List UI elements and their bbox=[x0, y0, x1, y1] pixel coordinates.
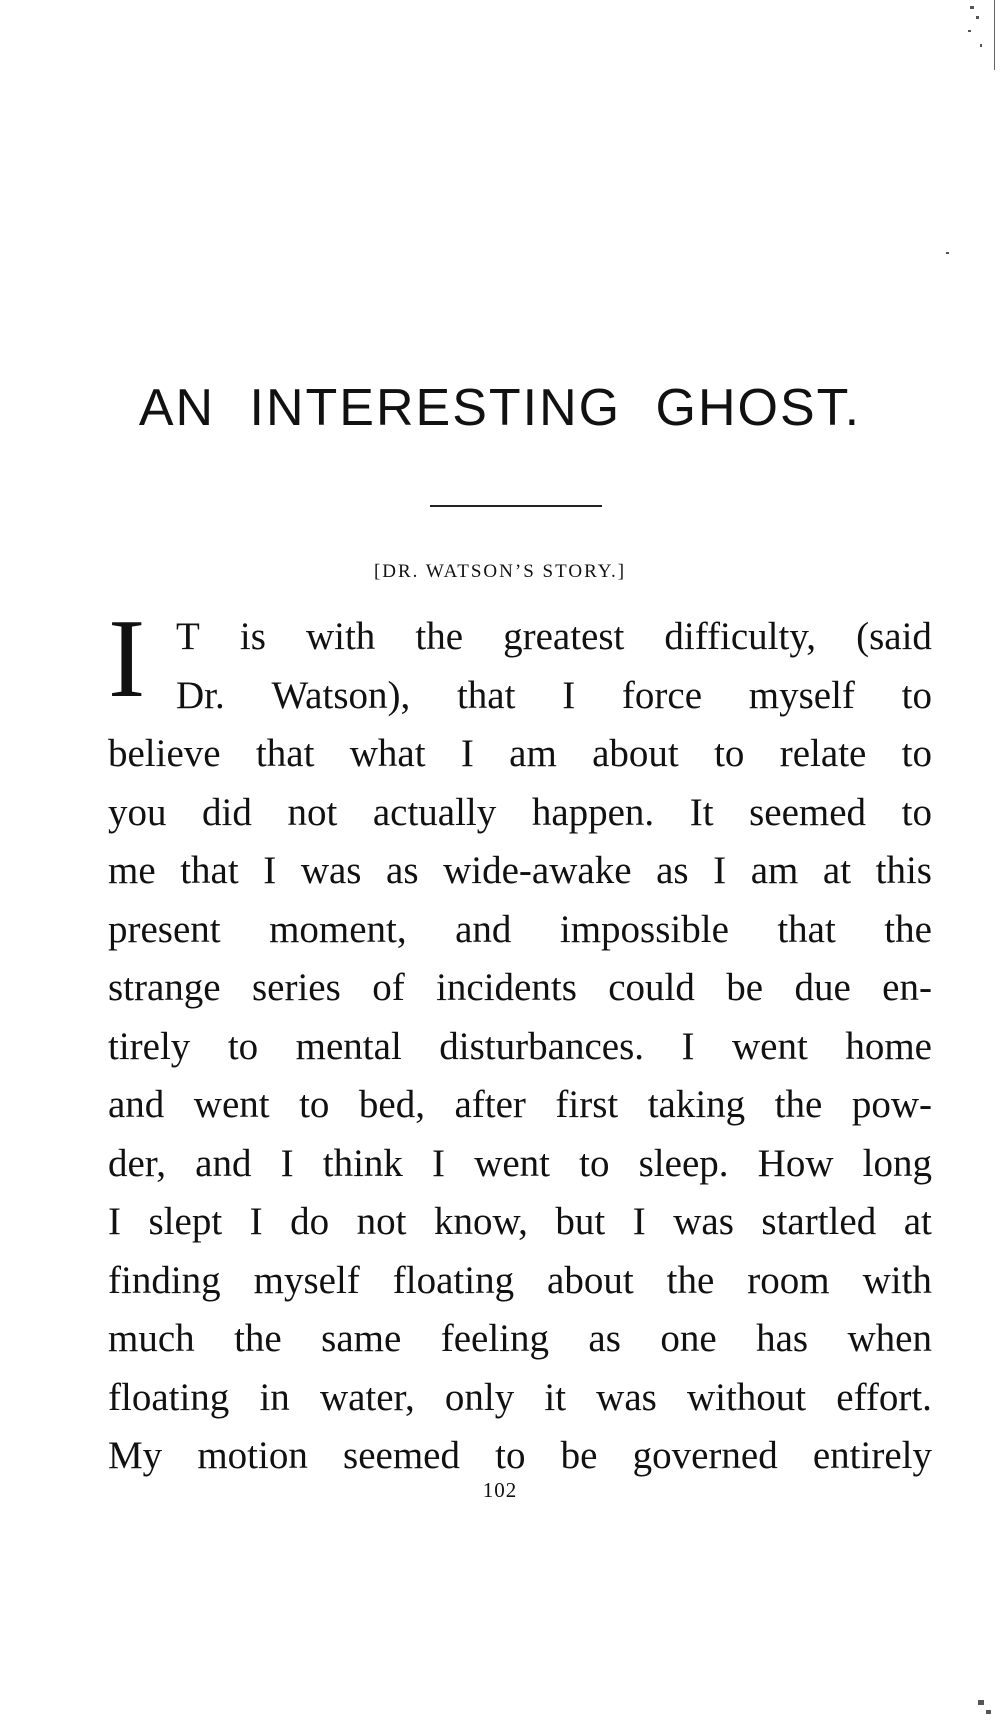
word: taking bbox=[647, 1083, 746, 1126]
word: and bbox=[108, 1083, 165, 1126]
word: startled bbox=[761, 1200, 877, 1243]
word: I bbox=[280, 1141, 294, 1185]
word: myself bbox=[253, 1258, 360, 1302]
page-number: 102 bbox=[482, 1478, 518, 1502]
text-line bbox=[108, 1135, 932, 1194]
word: I bbox=[249, 1200, 263, 1243]
word: mental bbox=[295, 1024, 402, 1068]
word: incidents bbox=[436, 966, 577, 1009]
word: and bbox=[455, 907, 512, 951]
word: only bbox=[444, 1375, 515, 1419]
word: be bbox=[726, 966, 764, 1009]
word: I bbox=[263, 849, 277, 892]
word: strange bbox=[108, 966, 221, 1009]
word: wide-awake bbox=[443, 849, 632, 892]
word: My bbox=[108, 1434, 163, 1477]
word: of bbox=[372, 966, 405, 1009]
word: went bbox=[474, 1141, 550, 1185]
word: to bbox=[495, 1434, 526, 1477]
word: believe bbox=[108, 732, 221, 775]
word: water, bbox=[319, 1375, 415, 1419]
word: could bbox=[608, 966, 695, 1009]
word: governed bbox=[632, 1434, 778, 1477]
word: series bbox=[252, 966, 341, 1009]
word: to bbox=[227, 1024, 259, 1068]
word: seemed bbox=[343, 1434, 460, 1477]
word: it bbox=[544, 1375, 567, 1419]
text-line bbox=[108, 842, 932, 901]
word: after bbox=[454, 1083, 526, 1126]
word: motion bbox=[197, 1434, 308, 1477]
text-line bbox=[108, 608, 932, 667]
word: was bbox=[673, 1200, 734, 1243]
word: this bbox=[875, 849, 932, 892]
word: I bbox=[632, 1200, 646, 1243]
text-line bbox=[108, 1252, 932, 1311]
scan-speck bbox=[978, 1700, 984, 1705]
word: as bbox=[588, 1317, 621, 1360]
word: I bbox=[432, 1141, 446, 1185]
word: feeling bbox=[440, 1317, 549, 1360]
word: went bbox=[732, 1024, 808, 1068]
word: was bbox=[300, 849, 362, 892]
text-line bbox=[108, 959, 932, 1018]
word: that bbox=[180, 849, 239, 892]
text-line bbox=[108, 725, 932, 784]
text-line bbox=[108, 901, 932, 960]
text-line bbox=[108, 784, 932, 843]
text-line bbox=[108, 1310, 932, 1369]
word: room bbox=[747, 1258, 830, 1302]
word: bed, bbox=[358, 1083, 425, 1126]
word: that bbox=[456, 673, 516, 717]
word: pow- bbox=[851, 1083, 932, 1126]
word: to bbox=[299, 1083, 330, 1126]
word: Watson), bbox=[271, 673, 411, 717]
word: actually bbox=[372, 790, 497, 834]
chapter-subtitle: [DR. WATSON’S STORY.] bbox=[373, 561, 627, 582]
word: floating bbox=[108, 1375, 230, 1419]
word: home bbox=[845, 1024, 932, 1068]
word: (said bbox=[856, 615, 932, 658]
word: same bbox=[321, 1317, 402, 1360]
scan-speck bbox=[976, 16, 979, 19]
word: to bbox=[714, 732, 745, 775]
word: be bbox=[560, 1434, 598, 1477]
word: as bbox=[386, 849, 419, 892]
word: slept bbox=[148, 1200, 223, 1243]
word: seemed bbox=[749, 790, 867, 834]
scan-speck bbox=[970, 6, 974, 9]
word: to bbox=[901, 673, 932, 717]
word: at bbox=[822, 849, 852, 892]
word: has bbox=[756, 1317, 809, 1360]
word: about bbox=[547, 1258, 634, 1302]
word: me bbox=[108, 849, 156, 892]
text-line bbox=[108, 1193, 932, 1252]
word: as bbox=[656, 849, 689, 892]
word: force bbox=[621, 673, 703, 717]
word: relate bbox=[779, 732, 867, 775]
word: what bbox=[349, 732, 426, 775]
word: disturbances. bbox=[439, 1024, 644, 1068]
word: but bbox=[555, 1200, 606, 1243]
word: I bbox=[562, 673, 576, 717]
word: the bbox=[234, 1317, 282, 1360]
word: der, bbox=[108, 1141, 166, 1185]
word: sleep. bbox=[638, 1141, 729, 1185]
word: think bbox=[322, 1141, 403, 1185]
word: was bbox=[596, 1375, 657, 1419]
word: did bbox=[202, 790, 252, 834]
word: not bbox=[356, 1200, 407, 1243]
word: am bbox=[750, 849, 799, 892]
scan-speck bbox=[968, 30, 971, 32]
word: do bbox=[290, 1200, 330, 1243]
word: I bbox=[108, 1200, 121, 1243]
scan-speck bbox=[980, 44, 982, 47]
word: went bbox=[193, 1083, 270, 1126]
scan-margin-mark bbox=[994, 0, 995, 70]
word: to bbox=[901, 790, 932, 834]
body-text bbox=[108, 608, 932, 1486]
word: you bbox=[108, 790, 167, 834]
word: I bbox=[681, 1024, 695, 1068]
text-line bbox=[108, 1369, 932, 1428]
word: without bbox=[686, 1375, 807, 1419]
word: moment, bbox=[269, 907, 407, 951]
word: the bbox=[884, 907, 932, 951]
word: greatest bbox=[503, 615, 625, 658]
word: How bbox=[757, 1141, 834, 1185]
word: floating bbox=[392, 1258, 515, 1302]
word: impossible bbox=[559, 907, 729, 951]
word: T bbox=[176, 615, 200, 658]
word: much bbox=[108, 1317, 195, 1360]
word: the bbox=[666, 1258, 715, 1302]
word: to bbox=[901, 732, 932, 775]
word: Dr. bbox=[176, 673, 225, 717]
drop-cap: I bbox=[108, 597, 146, 721]
word: entirely bbox=[812, 1434, 932, 1477]
word: with bbox=[305, 615, 376, 658]
word: first bbox=[555, 1083, 619, 1126]
word: at bbox=[903, 1200, 932, 1243]
text-line bbox=[108, 1076, 932, 1135]
word: am bbox=[509, 732, 557, 775]
word: effort. bbox=[836, 1375, 932, 1419]
word: when bbox=[847, 1317, 932, 1360]
word: one bbox=[660, 1317, 717, 1360]
word: that bbox=[255, 732, 315, 775]
word: finding bbox=[108, 1258, 221, 1302]
word: due bbox=[794, 966, 851, 1009]
word: en- bbox=[882, 966, 932, 1009]
word: with bbox=[862, 1258, 932, 1302]
word: tirely bbox=[108, 1024, 191, 1068]
word: difficulty, bbox=[664, 615, 817, 658]
word: I bbox=[460, 732, 474, 775]
word: I bbox=[713, 849, 727, 892]
word: myself bbox=[748, 673, 855, 717]
text-line bbox=[108, 1018, 932, 1077]
word: in bbox=[259, 1375, 290, 1419]
title-divider bbox=[430, 505, 602, 507]
word: about bbox=[592, 732, 679, 775]
word: know, bbox=[434, 1200, 528, 1243]
word: long bbox=[862, 1141, 932, 1185]
word: the bbox=[415, 615, 464, 658]
word: the bbox=[774, 1083, 823, 1126]
word: to bbox=[579, 1141, 610, 1185]
text-line bbox=[108, 667, 932, 726]
word: is bbox=[239, 615, 266, 658]
word: and bbox=[195, 1141, 252, 1185]
word: not bbox=[287, 790, 338, 834]
scan-speck bbox=[946, 252, 949, 254]
text-line bbox=[108, 1427, 932, 1486]
word: It bbox=[689, 790, 714, 834]
word: that bbox=[777, 907, 836, 951]
scan-speck bbox=[986, 1710, 991, 1714]
word: happen. bbox=[531, 790, 655, 834]
word: present bbox=[108, 907, 221, 951]
chapter-title: AN INTERESTING GHOST. bbox=[138, 379, 862, 437]
